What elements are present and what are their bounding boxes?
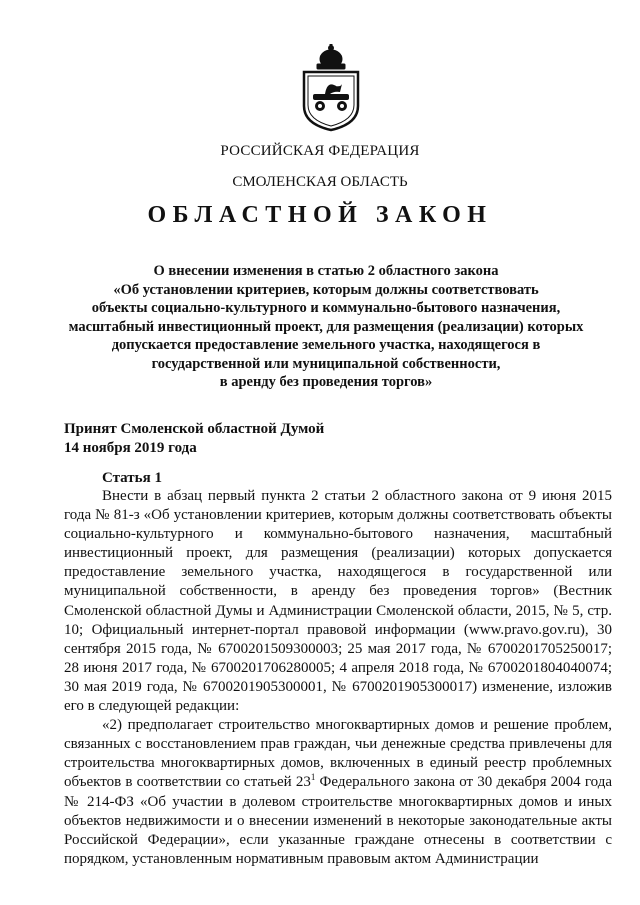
country-heading: РОССИЙСКАЯ ФЕДЕРАЦИЯ <box>220 143 420 159</box>
superscript-marker: 1 <box>310 772 316 783</box>
document-type-heading: ОБЛАСТНОЙ ЗАКОН <box>147 202 493 228</box>
article-paragraph-1: Внести в абзац первый пункта 2 статьи 2 областного закона от 9 июня 2015 года № 81-з «Об установлении критериев, которым должны соответствовать объекты социально-культурного и коммунально-бытового назначения, масштабный инвестиционный проект, для размещения (реализации) которых допускается предоставление земельного участка, находящегося в государственной или муниципальной собственности, в аренду без проведения торгов» (Вестник Смоленской областной Думы и Администрации Смоленской области, 2015, № 5, стр. 10; Официальный интернет-портал правовой информации (www.pravo.gov.ru), 30 сентября 2015 года, № 6700201509300003; 25 мая 2017 года, № 6700201705250017; 28 июня 2017 года, № 6700201706280005; 4 апреля 2018 года, № 6700201804040074; 30 мая 2019 года, № 6700201905300001, № 6700201905300017) изменение, изложив его в следующей редакции: <box>64 488 612 715</box>
article-heading: Статья 1 <box>102 470 162 486</box>
title-line: допускается предоставление земельного участка, находящегося в <box>111 337 541 353</box>
title-line: в аренду без проведения торгов» <box>219 374 433 390</box>
region-heading: СМОЛЕНСКАЯ ОБЛАСТЬ <box>232 174 408 190</box>
title-line: О внесении изменения в статью 2 областного закона <box>153 263 499 279</box>
article-body <box>64 487 612 869</box>
title-line: объекты социально-культурного и коммунально-бытового назначения, <box>91 300 561 316</box>
acceptance-block <box>64 420 464 458</box>
title-line: «Об установлении критериев, которым должны соответствовать <box>113 281 539 298</box>
paragraph-2-part-2: Федерального закона от 30 декабря 2004 года № 214-ФЗ «Об участии в долевом строительстве многоквартирных домов и иных объектов недвижимости и о внесении изменений в некоторые законодательные акты Российской Федерации», если указанные граждане отнесены в соответствии с порядком, установленным нормативным правовым актом Администрации <box>64 774 612 867</box>
law-title <box>56 262 596 392</box>
title-line: государственной или муниципальной собственности, <box>151 355 501 372</box>
article-paragraph-2 <box>64 716 612 869</box>
title-line: масштабный инвестиционный проект, для размещения (реализации) которых <box>68 318 584 335</box>
acceptance-body: Принят Смоленской областной Думой <box>64 421 325 437</box>
paragraph-2-part-1: «2) предполагает строительство многоквартирных домов и решение проблем, связанных с восстановлением прав граждан, чьи денежные средства привлечены для строительства многоквартирных домов, включенных в единый реестр проблемных объектов в соответствии со статьей 23 <box>64 717 612 791</box>
acceptance-date: 14 ноября 2019 года <box>64 440 197 456</box>
coat-of-arms-icon <box>296 44 366 132</box>
